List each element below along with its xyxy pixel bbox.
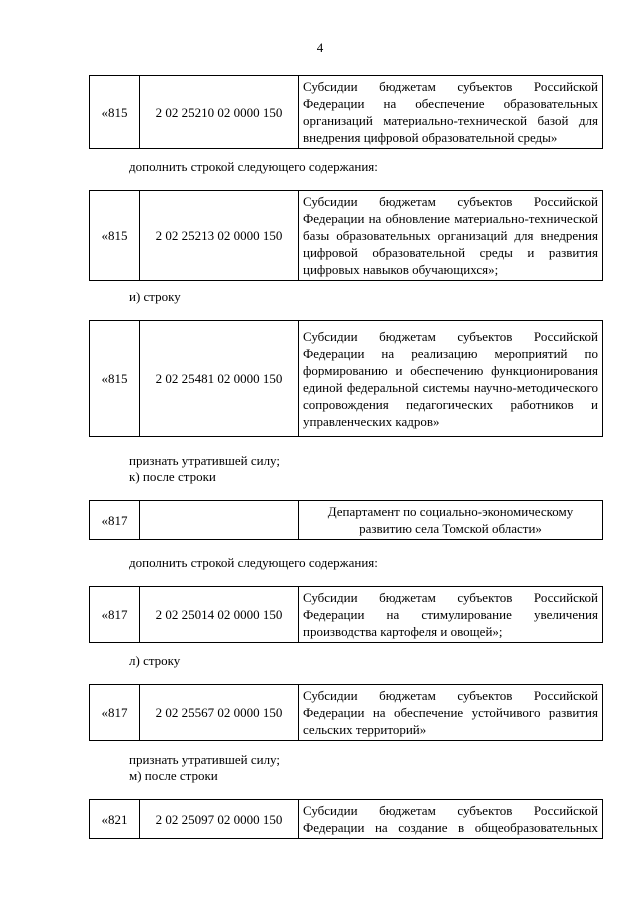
row-code: [140, 501, 299, 540]
table-row: [89, 586, 603, 643]
row-code: 2 02 25014 02 0000 150: [140, 587, 299, 643]
row-text: Субсидии бюджетам субъектов Российской Федерации на стимулирование увеличения производства картофеля и овощей»;: [299, 587, 603, 643]
row-number: «821: [90, 800, 140, 839]
table-row: [89, 320, 603, 437]
row-code: 2 02 25210 02 0000 150: [140, 76, 299, 149]
paragraph: признать утратившей силу;: [129, 453, 280, 468]
table-row: [89, 75, 603, 149]
table-row: [89, 190, 603, 281]
paragraph: признать утратившей силу;: [129, 752, 280, 767]
row-code: 2 02 25097 02 0000 150: [140, 800, 299, 839]
paragraph: м) после строки: [129, 768, 218, 783]
row-number: «817: [90, 587, 140, 643]
row-number: «815: [90, 76, 140, 149]
row-number: «815: [90, 321, 140, 437]
row-code: 2 02 25567 02 0000 150: [140, 685, 299, 741]
row-text: Департамент по социально-экономическому развитию села Томской области»: [299, 501, 603, 540]
table-row: [89, 684, 603, 741]
row-text: Субсидии бюджетам субъектов Российской Федерации на обеспечение устойчивого развития сельских территорий»: [299, 685, 603, 741]
paragraph: дополнить строкой следующего содержания:: [129, 159, 378, 174]
row-number: «817: [90, 501, 140, 540]
paragraph: л) строку: [129, 653, 181, 668]
row-number: «817: [90, 685, 140, 741]
table-row: [89, 799, 603, 839]
row-text: Субсидии бюджетам субъектов Российской Федерации на обновление материально-технической базы образовательных организаций для внедрения цифровой образовательной среды и развития цифровых навыков обучающихся»;: [299, 191, 603, 281]
row-text: Субсидии бюджетам субъектов Российской Федерации на обеспечение образовательных организаций материально-технической базой для внедрения цифровой образовательной среды»: [299, 76, 603, 149]
table-row: [89, 500, 603, 540]
row-text: Субсидии бюджетам субъектов Российской Федерации на реализацию мероприятий по формированию и обеспечению функционирования единой федеральной системы научно-методического сопровождения педагогических работников и управленческих кадров»: [299, 321, 603, 437]
paragraph: и) строку: [129, 289, 181, 304]
row-code: 2 02 25213 02 0000 150: [140, 191, 299, 281]
paragraph: дополнить строкой следующего содержания:: [129, 555, 378, 570]
row-number: «815: [90, 191, 140, 281]
page-number: 4: [316, 40, 324, 55]
row-text: Субсидии бюджетам субъектов Российской Федерации на создание в общеобразовательных: [299, 800, 603, 839]
row-code: 2 02 25481 02 0000 150: [140, 321, 299, 437]
paragraph: к) после строки: [129, 469, 216, 484]
